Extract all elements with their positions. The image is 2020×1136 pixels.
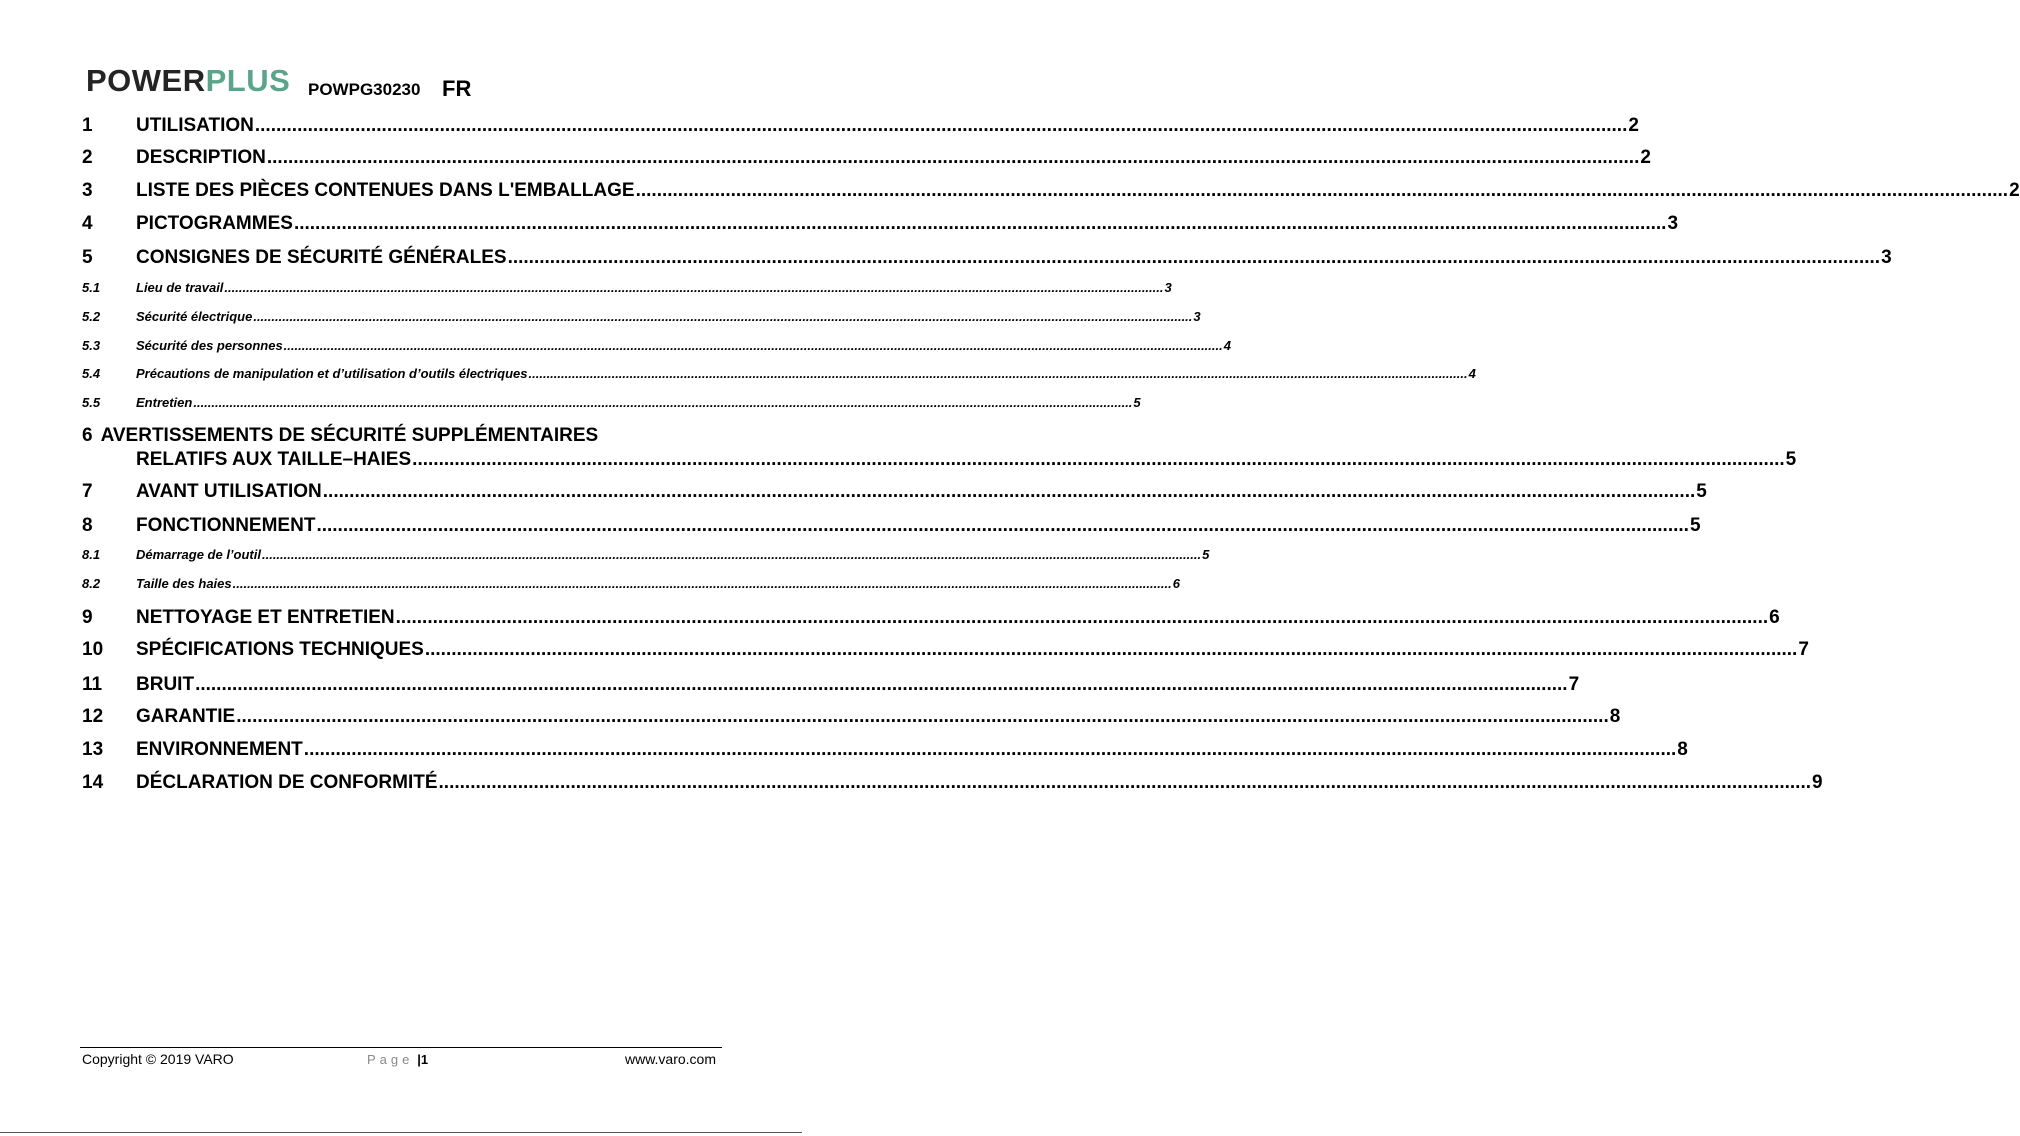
toc-entry-10[interactable] [82,638,1809,662]
toc-entry-number: 6 [82,425,93,446]
page-separator: | [417,1052,421,1067]
toc-entry-page: 8 [1677,739,1688,760]
toc-entry-title: NETTOYAGE ET ENTRETIEN [136,607,395,628]
toc-entry-page: 3 [1667,213,1679,234]
toc-dot-leader: .................................................................................................................................................................................................................................................................... [283,338,1223,353]
toc-entry-number: 5.4 [82,366,101,381]
toc-entry-number: 5.3 [82,338,101,353]
toc-entry-5-1[interactable] [82,279,1172,297]
toc-entry-12[interactable] [82,705,1621,729]
toc-entry-number: 8.1 [82,547,101,562]
toc-entry-11[interactable] [82,673,1580,697]
toc-entry-page: 9 [1812,772,1823,793]
toc-dot-leader: .................................................................................................................................................................................................................................................................... [322,481,1696,502]
toc-entry-title: Sécurité électrique [136,309,253,324]
toc-entry-page: 3 [1164,280,1172,295]
toc-entry-title: BRUIT [136,674,195,695]
toc-entry-5-3[interactable] [82,337,1231,355]
toc-dot-leader: .................................................................................................................................................................................................................................................................... [253,309,1193,324]
toc-entry-title: ENVIRONNEMENT [136,739,303,760]
toc-entry-number: 12 [82,706,104,727]
toc-dot-leader: .................................................................................................................................................................................................................................................................... [424,639,1798,660]
page-word: Page [367,1052,414,1067]
toc-entry-title: DÉCLARATION DE CONFORMITÉ [136,772,438,793]
toc-entry-number: 14 [82,772,104,793]
toc-entry-8-2[interactable] [82,575,1180,593]
toc-entry-title: AVANT UTILISATION [136,481,322,502]
toc-entry-13[interactable] [82,738,1688,762]
toc-entry-page: 3 [1881,247,1892,268]
toc-dot-leader: .................................................................................................................................................................................................................................................................... [261,547,1202,562]
page-bottom-edge [0,1132,802,1133]
toc-entry-page: 2 [1640,147,1651,168]
powerplus-logo [86,64,290,98]
toc-entry-6[interactable] [82,424,1797,472]
page-footer [82,1051,718,1071]
toc-dot-leader: .................................................................................................................................................................................................................................................................... [254,115,1628,136]
toc-entry-5-4[interactable] [82,365,1476,383]
toc-entry-page: 2 [2009,180,2020,201]
page-indicator [367,1051,428,1067]
toc-entry-number: 13 [82,739,104,760]
toc-entry-title: Lieu de travail [136,280,224,295]
toc-entry-page: 5 [1785,449,1797,470]
toc-entry-9[interactable] [82,606,1780,630]
toc-entry-number: 1 [82,115,93,136]
toc-entry-title: AVERTISSEMENTS DE SÉCURITÉ SUPPLÉMENTAIRES [100,425,599,446]
toc-entry-2[interactable] [82,146,1651,170]
toc-entry-title-line2: RELATIFS AUX TAILLE–HAIES [136,449,412,470]
toc-entry-7[interactable] [82,480,1707,504]
toc-dot-leader: .................................................................................................................................................................................................................................................................... [195,674,1568,695]
toc-entry-3[interactable] [82,179,2020,203]
toc-entry-5[interactable] [82,246,1892,270]
logo-power-text: POWER [86,63,206,98]
toc-dot-leader: .................................................................................................................................................................................................................................................................... [528,366,1468,381]
toc-entry-page: 4 [1468,366,1476,381]
toc-entry-title: CONSIGNES DE SÉCURITÉ GÉNÉRALES [136,247,507,268]
model-number: POWPG30230 [308,80,421,99]
toc-dot-leader: .................................................................................................................................................................................................................................................................... [635,180,2009,201]
toc-entry-8[interactable] [82,514,1701,538]
toc-entry-number: 5.5 [82,395,101,410]
copyright-text: Copyright © 2019 VARO [82,1051,234,1067]
toc-entry-14[interactable] [82,771,1823,795]
toc-entry-title: Précautions de manipulation et d’utilisation d’outils électriques [136,366,528,381]
toc-entry-number: 7 [82,481,93,502]
toc-entry-number: 5.1 [82,280,101,295]
toc-entry-title: PICTOGRAMMES [136,213,293,234]
toc-dot-leader: .................................................................................................................................................................................................................................................................... [236,706,1609,727]
toc-entry-title: Entretien [136,395,193,410]
toc-entry-page: 2 [1628,115,1639,136]
toc-entry-8-1[interactable] [82,546,1210,564]
toc-entry-title: GARANTIE [136,706,236,727]
document-header [86,64,726,104]
toc-entry-title: Démarrage de l’outil [136,547,261,562]
toc-entry-5-2[interactable] [82,308,1201,326]
toc-entry-page: 5 [1696,481,1707,502]
toc-dot-leader: .................................................................................................................................................................................................................................................................... [316,515,1689,536]
toc-entry-title-line1 [82,424,720,448]
toc-entry-title: SPÉCIFICATIONS TECHNIQUES [136,639,424,660]
toc-dot-leader: .................................................................................................................................................................................................................................................................... [232,576,1172,591]
website-link[interactable]: www.varo.com [624,1051,716,1067]
toc-entry-number: 5 [82,247,93,268]
toc-entry-1[interactable] [82,114,1639,138]
toc-entry-5-5[interactable] [82,394,1141,412]
toc-dot-leader: .................................................................................................................................................................................................................................................................... [507,247,1881,268]
toc-entry-number: 8 [82,515,93,536]
toc-entry-title: LISTE DES PIÈCES CONTENUES DANS L'EMBALLAGE [136,180,635,201]
toc-entry-title: DESCRIPTION [136,147,266,168]
language-code: FR [442,76,472,101]
toc-entry-page: 6 [1172,576,1180,591]
toc-entry-page: 4 [1223,338,1231,353]
toc-entry-page: 5 [1689,515,1701,536]
toc-entry-page: 5 [1133,395,1141,410]
toc-entry-title: FONCTIONNEMENT [136,515,316,536]
toc-entry-4[interactable] [82,212,1679,236]
toc-dot-leader: .................................................................................................................................................................................................................................................................... [224,280,1164,295]
toc-entry-page: 3 [1193,309,1201,324]
page-number: 1 [420,1052,429,1067]
toc-entry-page: 6 [1769,607,1780,628]
toc-entry-title: Taille des haies [136,576,232,591]
toc-entry-title: Sécurité des personnes [136,338,283,353]
toc-entry-number: 3 [82,180,93,201]
toc-dot-leader: .................................................................................................................................................................................................................................................................... [303,739,1677,760]
toc-dot-leader: .................................................................................................................................................................................................................................................................... [438,772,1812,793]
toc-entry-page: 5 [1202,547,1210,562]
toc-entry-number: 8.2 [82,576,101,591]
footer-divider [80,1047,722,1048]
toc-dot-leader: .................................................................................................................................................................................................................................................................... [395,607,1769,628]
toc-entry-number: 9 [82,607,93,628]
logo-plus-text: PLUS [205,63,291,98]
toc-entry-title: UTILISATION [136,115,254,136]
toc-entry-number: 4 [82,213,93,234]
toc-dot-leader: .................................................................................................................................................................................................................................................................... [293,213,1667,234]
toc-entry-number: 5.2 [82,309,101,324]
toc-entry-number: 10 [82,639,104,660]
toc-entry-number: 11 [82,674,103,695]
toc-dot-leader: .................................................................................................................................................................................................................................................................... [412,449,1785,470]
toc-entry-page: 8 [1609,706,1621,727]
toc-dot-leader: .................................................................................................................................................................................................................................................................... [193,395,1133,410]
toc-dot-leader: .................................................................................................................................................................................................................................................................... [266,147,1640,168]
toc-entry-number: 2 [82,147,93,168]
toc-entry-page: 7 [1798,639,1809,660]
toc-entry-page: 7 [1568,674,1580,695]
